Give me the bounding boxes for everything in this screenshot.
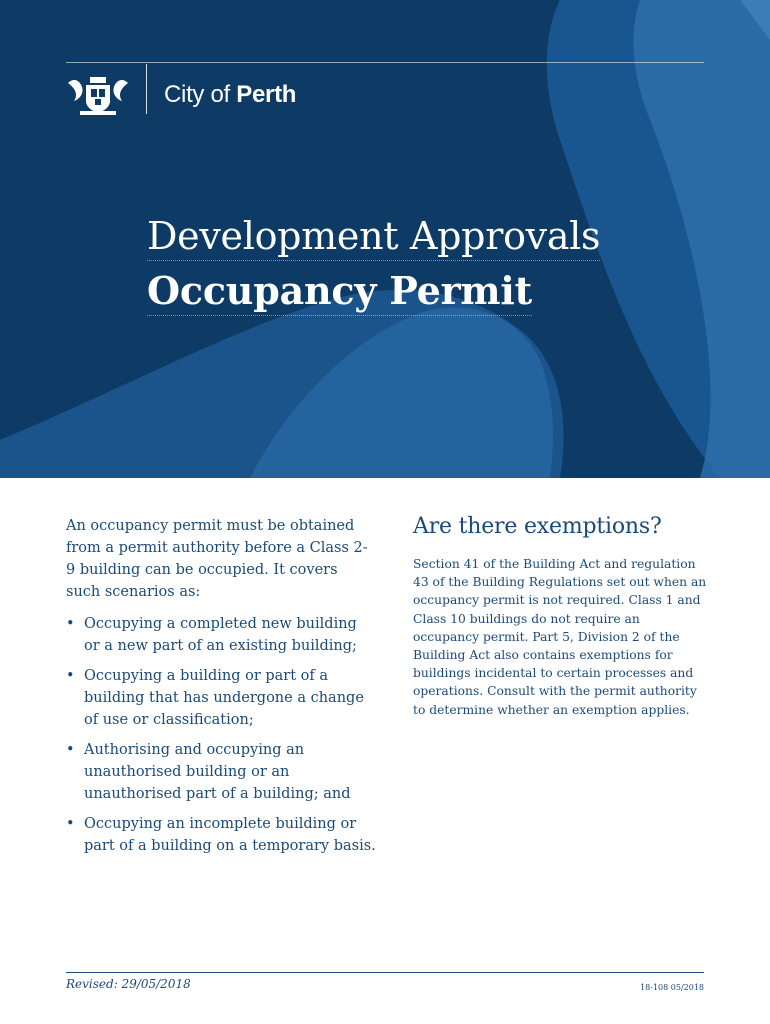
city-crest-icon [66, 73, 130, 117]
list-item-text: Authorising and occupying an unauthorised building or an unauthorised part of a building; and [84, 742, 351, 802]
list-item-text: Occupying a completed new building or a new part of an existing building; [84, 616, 357, 654]
logo-text-bold: Perth [236, 81, 297, 108]
bullet-icon: • [66, 668, 75, 684]
page-title-line2: Occupancy Permit [147, 268, 532, 316]
bullet-icon: • [66, 742, 75, 758]
city-of-perth-logo [164, 81, 296, 109]
list-item [66, 613, 376, 657]
list-item [66, 813, 376, 857]
intro-paragraph: An occupancy permit must be obtained from a permit authority before a Class 2-9 building can be occupied. It covers such scenarios as: [66, 518, 368, 600]
header-rule [66, 62, 704, 63]
exemptions-heading: Are there exemptions? [413, 514, 662, 539]
revised-date: Revised: 29/05/2018 [66, 977, 191, 991]
bullet-icon: • [66, 816, 75, 832]
list-item [66, 665, 376, 731]
list-item [66, 739, 376, 805]
exemptions-body: Section 41 of the Building Act and regulation 43 of the Building Regulations set out when an occupancy permit is not required. Class 1 and Class 10 buildings do not require an occupancy permit. Part 5, Division 2 of the Building Act also contains exemptions for buildings incidental to certain processes and operations. Consult with the permit authority to determine whether an exemption applies. [413, 557, 707, 717]
bullet-icon: • [66, 616, 75, 632]
logo-divider [146, 64, 147, 114]
logo-text-light: City of [164, 81, 237, 108]
hero-banner [0, 0, 770, 478]
list-item-text: Occupying an incomplete building or part of a building on a temporary basis. [84, 816, 376, 854]
document-code: 18-108 05/2018 [640, 983, 704, 992]
intro-column [66, 515, 376, 865]
page-title-line1: Development Approvals [147, 214, 600, 261]
scenario-list [66, 613, 376, 857]
list-item-text: Occupying a building or part of a building that has undergone a change of use or classification; [84, 668, 364, 728]
footer-rule [66, 972, 704, 973]
exemptions-column [413, 514, 707, 719]
